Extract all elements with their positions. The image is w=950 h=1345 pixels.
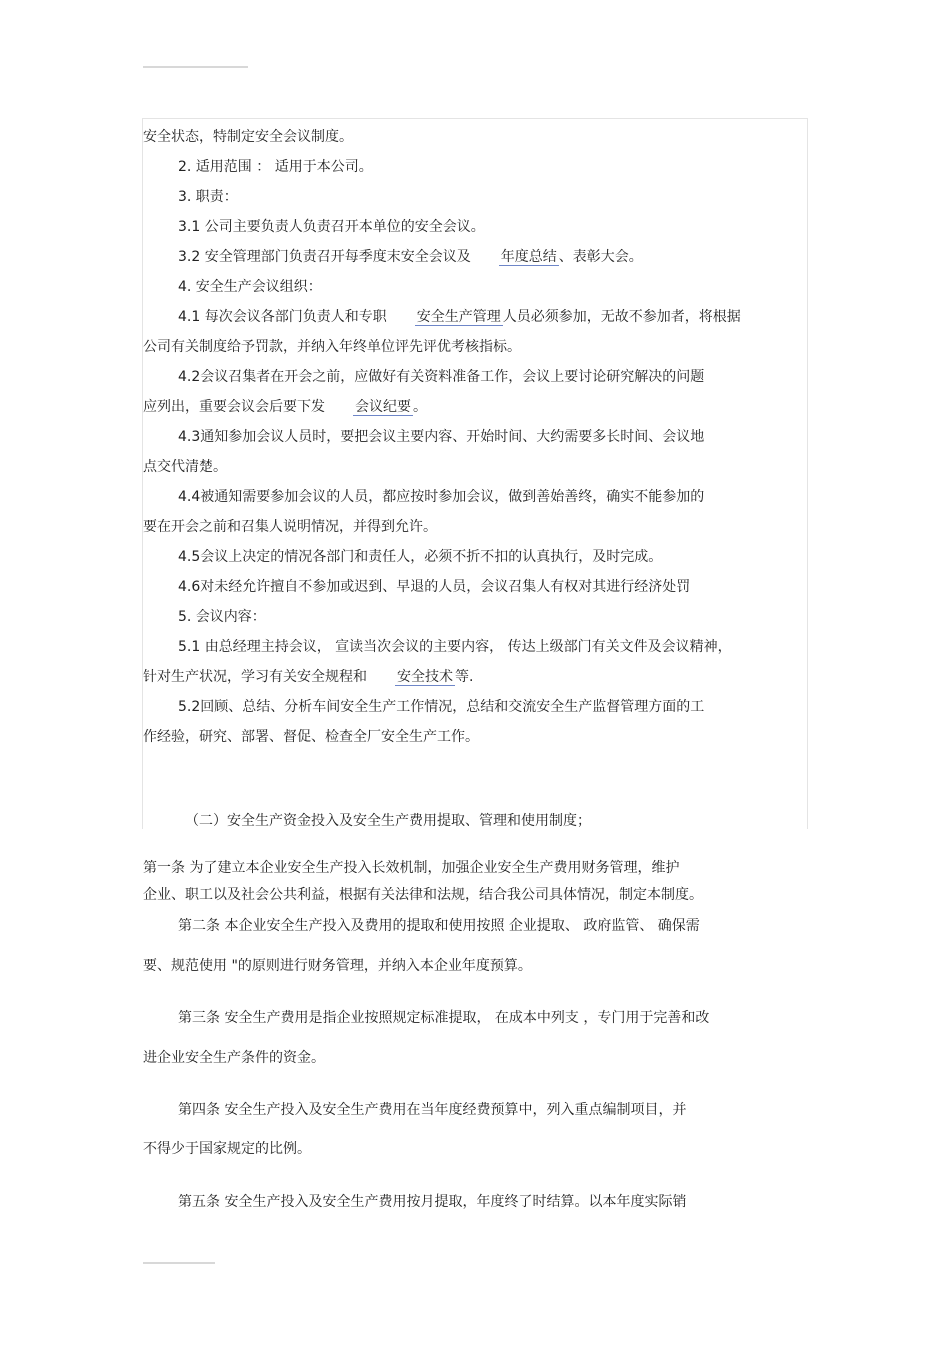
text-line xyxy=(178,158,373,176)
text-line xyxy=(178,488,704,506)
line-text: 。 xyxy=(413,399,427,415)
line-text: 人员必须参加，无故不参加者，将根据 xyxy=(502,309,741,325)
text-line xyxy=(143,128,353,146)
line-text: 企业、职工以及社会公共利益，根据有关法律和法规，结合我公司具体情况，制定本制度。 xyxy=(143,887,703,903)
line-text: 第二条 本企业安全生产投入及费用的提取和使用按照 企业提取、 政府监管、 确保需 xyxy=(178,918,700,934)
text-line xyxy=(143,728,479,746)
line-text: 应列出，重要会议会后要下发 xyxy=(143,399,325,415)
text-line xyxy=(178,218,485,236)
text-line xyxy=(143,338,521,356)
text-line xyxy=(178,1009,709,1027)
text-line xyxy=(143,886,703,904)
line-text: 要、规范使用 "的原则进行财务管理，并纳入本企业年度预算。 xyxy=(143,958,532,974)
highlighted-term: 年度总结 xyxy=(500,249,557,265)
text-line xyxy=(185,812,591,830)
line-text: 4.3通知参加会议人员时，要把会议主要内容、开始时间、大约需要多长时间、会议地 xyxy=(178,429,705,445)
footer-mark xyxy=(143,1262,215,1264)
text-line xyxy=(143,458,227,476)
line-text: 5.1 由总经理主持会议， 宣读当次会议的主要内容， 传达上级部门有关文件及会议精神， xyxy=(178,639,732,655)
header-mark xyxy=(143,66,248,68)
line-text: 公司有关制度给予罚款，并纳入年终单位评先评优考核指标。 xyxy=(143,339,521,355)
text-line xyxy=(178,188,238,206)
line-text: 5.2回顾、总结、分析车间安全生产工作情况，总结和交流安全生产监督管理方面的工 xyxy=(178,699,705,715)
highlighted-term: 安全技术 xyxy=(397,669,453,685)
highlighted-term: 安全生产管理 xyxy=(416,309,501,325)
line-text: 4.6对未经允许擅自不参加或迟到、早退的人员，会议召集人有权对其进行经济处罚 xyxy=(178,579,691,595)
text-line xyxy=(178,578,690,596)
text-line xyxy=(178,1101,686,1119)
line-text: 第五条 安全生产投入及安全生产费用按月提取，年度终了时结算。以本年度实际销 xyxy=(178,1194,687,1210)
line-text: 要在开会之前和召集人说明情况，并得到允许。 xyxy=(143,519,437,535)
text-line xyxy=(143,1049,325,1067)
line-text: 3. 职责： xyxy=(178,189,238,205)
text-line xyxy=(178,548,662,566)
line-text: 4. 安全生产会议组织： xyxy=(178,279,322,295)
text-line xyxy=(143,398,427,416)
line-text: 针对生产状况，学习有关安全规程和 xyxy=(143,669,367,685)
line-text: 第三条 安全生产费用是指企业按照规定标准提取， 在成本中列支 ，专门用于完善和改 xyxy=(178,1010,710,1026)
text-line xyxy=(143,668,473,686)
line-text: 4.2会议召集者在开会之前，应做好有关资料准备工作，会议上要讨论研究解决的问题 xyxy=(178,369,705,385)
text-line xyxy=(178,638,732,656)
text-line xyxy=(178,608,266,626)
text-line xyxy=(178,368,704,386)
line-text: 4.4被通知需要参加会议的人员，都应按时参加会议，做到善始善终，确实不能参加的 xyxy=(178,489,705,505)
text-line xyxy=(178,698,704,716)
text-line xyxy=(178,1193,686,1211)
line-text: 作经验，研究、部署、督促、检查全厂安全生产工作。 xyxy=(143,729,479,745)
line-text: 、表彰大会。 xyxy=(558,249,643,265)
line-text: 进企业安全生产条件的资金。 xyxy=(143,1050,325,1066)
text-line xyxy=(178,248,643,266)
line-text: 第四条 安全生产投入及安全生产费用在当年度经费预算中，列入重点编制项目，并 xyxy=(178,1102,687,1118)
line-text: 4.1 每次会议各部门负责人和专职 xyxy=(178,309,387,325)
text-line xyxy=(143,859,679,877)
line-text: （二）安全生产资金投入及安全生产费用提取、管理和使用制度； xyxy=(185,813,591,829)
highlighted-term: 会议纪要 xyxy=(355,399,411,415)
line-text: 不得少于国家规定的比例。 xyxy=(143,1141,311,1157)
text-line xyxy=(178,278,322,296)
text-line xyxy=(143,1140,311,1158)
line-text: 2. 适用范围 ： 适用于本公司。 xyxy=(178,159,373,175)
line-text: 点交代清楚。 xyxy=(143,459,227,475)
text-line xyxy=(178,917,700,935)
text-line xyxy=(143,518,437,536)
line-text: 等. xyxy=(455,669,474,685)
text-line xyxy=(178,308,741,326)
line-text: 4.5会议上决定的情况各部门和责任人，必须不折不扣的认真执行，及时完成。 xyxy=(178,549,663,565)
line-text: 第一条 为了建立本企业安全生产投入长效机制，加强企业安全生产费用财务管理，维护 xyxy=(143,860,680,876)
line-text: 3.2 安全管理部门负责召开每季度末安全会议及 xyxy=(178,249,471,265)
line-text: 3.1 公司主要负责人负责召开本单位的安全会议。 xyxy=(178,219,485,235)
line-text: 安全状态，特制定安全会议制度。 xyxy=(143,129,353,145)
line-text: 5. 会议内容： xyxy=(178,609,266,625)
text-line xyxy=(143,957,532,975)
text-line xyxy=(178,428,704,446)
